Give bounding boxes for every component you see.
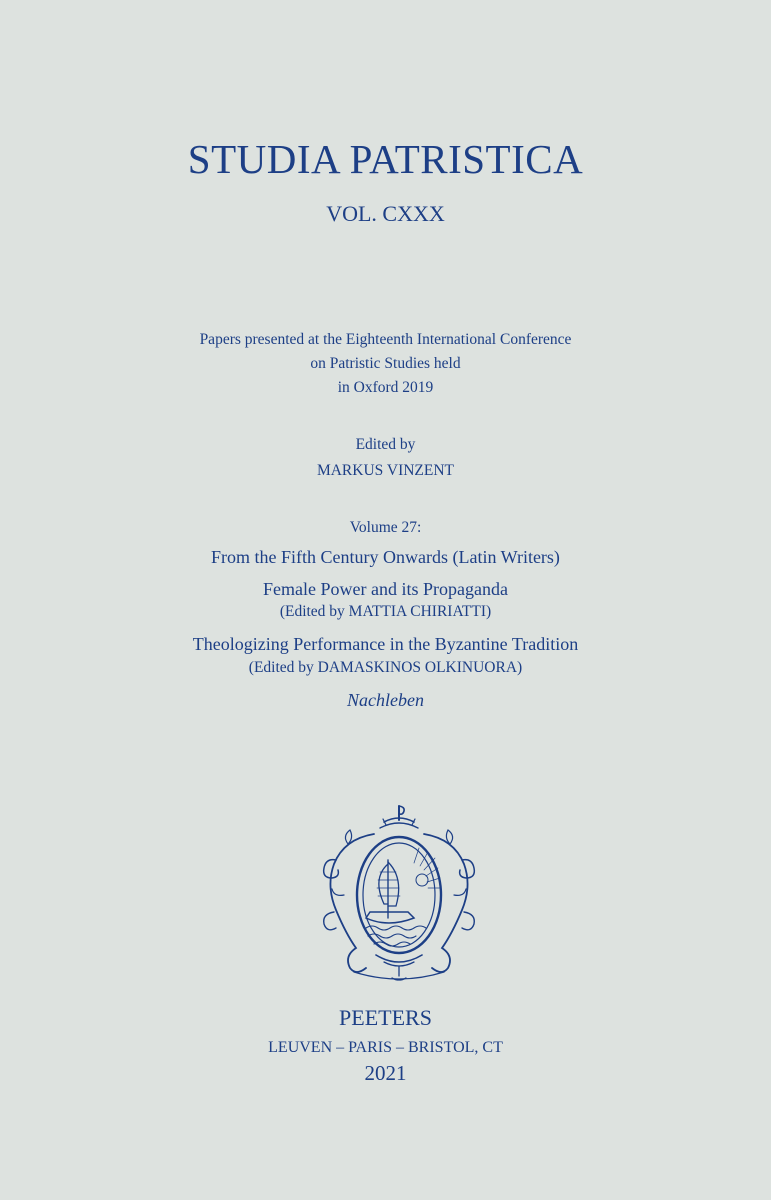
volume-label: VOL. CXXX: [326, 201, 445, 226]
publisher-name: PEETERS: [339, 1005, 432, 1030]
conference-line-3: in Oxford 2019: [337, 379, 434, 396]
section-female-power-editor: (Edited by MATTIA CHIRIATTI): [279, 603, 492, 620]
series-title: STUDIA PATRISTICA: [187, 136, 584, 182]
publisher-ship-emblem-icon: [314, 800, 484, 985]
section-nachleben: Nachleben: [347, 690, 424, 710]
editor-name: MARKUS VINZENT: [316, 462, 455, 479]
section-female-power: Female Power and its Propaganda: [263, 579, 508, 599]
publisher-cities: LEUVEN – PARIS – BRISTOL, CT: [268, 1039, 503, 1056]
conference-line-2: on Patristic Studies held: [310, 355, 461, 372]
editor-label: Edited by: [355, 436, 416, 453]
section-theologizing-performance: Theologizing Performance in the Byzantine Tradition: [192, 634, 579, 654]
section-theologizing-editor: (Edited by DAMASKINOS OLKINUORA): [248, 659, 523, 676]
publication-year: 2021: [364, 1061, 407, 1085]
conference-line-1: Papers presented at the Eighteenth International Conference: [199, 331, 572, 348]
volume-number: Volume 27:: [349, 519, 422, 536]
section-latin-writers: From the Fifth Century Onwards (Latin Writers): [211, 547, 560, 567]
